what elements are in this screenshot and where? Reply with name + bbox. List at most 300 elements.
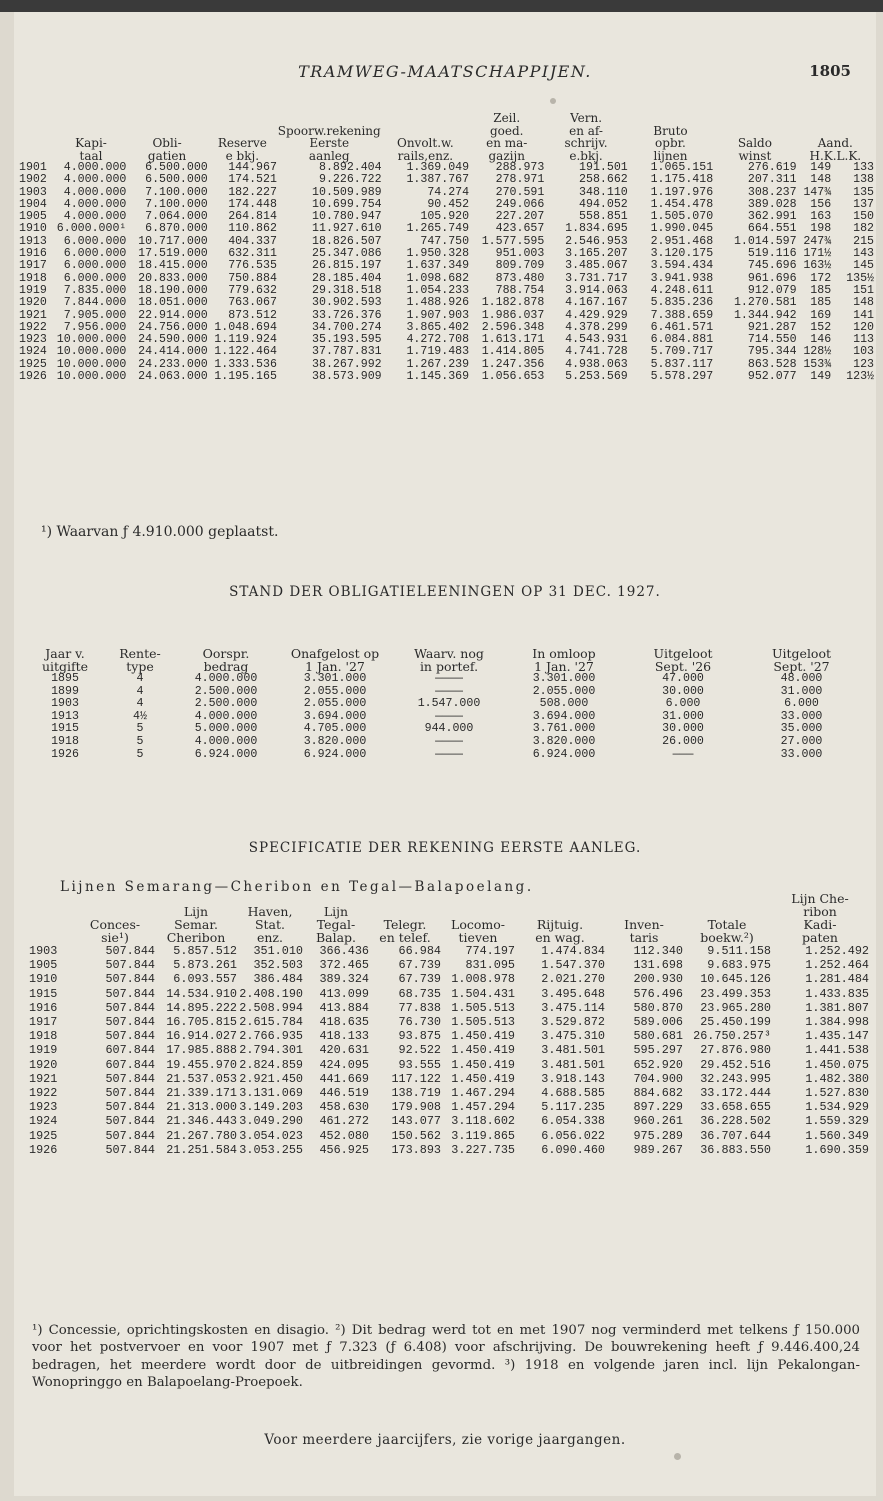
section3-header-4: Lijn Tegal- Balap. xyxy=(315,904,357,945)
table-cell: 1.559.329 xyxy=(805,1114,869,1129)
table-cell: 6.924.000 xyxy=(194,747,258,761)
table-cell: 2.546.953 xyxy=(565,234,628,248)
table-row xyxy=(29,1086,869,1100)
table-cell: 6.461.571 xyxy=(650,320,714,334)
table-cell: 185 xyxy=(810,283,832,297)
table-cell: 163½ xyxy=(803,259,832,273)
table-cell: 1925 xyxy=(19,357,47,371)
table-cell: 4 xyxy=(136,672,144,685)
table1-header-4: Spoorw.rekening Eerste aanleg xyxy=(277,123,381,163)
table-cell: 138 xyxy=(853,173,874,187)
table-cell: 3.694.000 xyxy=(532,709,596,723)
table-cell: 4.000.000 xyxy=(194,672,258,685)
table-cell: 1.008.978 xyxy=(451,972,515,987)
table-cell: 174.448 xyxy=(228,197,277,211)
table-cell: 389.028 xyxy=(747,197,797,211)
table-cell: 36.228.502 xyxy=(700,1114,771,1129)
table-cell: 3.941.938 xyxy=(650,271,714,285)
table-cell: 3.131.069 xyxy=(239,1086,303,1101)
table-cell: 76.730 xyxy=(398,1015,441,1030)
table-cell: 831.095 xyxy=(465,958,515,973)
table-cell: 960.261 xyxy=(633,1114,683,1129)
table-cell: 1899 xyxy=(51,684,79,698)
financials-table xyxy=(19,112,874,383)
table-cell: 147¾ xyxy=(803,185,832,199)
table-row xyxy=(29,972,869,986)
section2-header-0: Jaar v. uitgifte xyxy=(41,646,89,674)
table-cell: 6.000 xyxy=(665,697,701,711)
table-cell: 714.550 xyxy=(747,333,797,347)
table-cell: 1.014.597 xyxy=(733,234,797,248)
table-cell: 1.450.419 xyxy=(451,1029,515,1044)
table-cell: 2.921.450 xyxy=(239,1071,303,1086)
table-cell: 4.429.929 xyxy=(565,308,628,322)
table-cell: 3.049.290 xyxy=(239,1114,303,1129)
table-cell: 386.484 xyxy=(253,972,303,987)
table-cell: 420.631 xyxy=(319,1043,369,1058)
table-cell: ———— xyxy=(435,684,463,698)
table-cell: 7.835.000 xyxy=(63,283,127,297)
table-cell: 2.021.270 xyxy=(541,972,605,987)
table-cell: 150.562 xyxy=(391,1128,441,1143)
table-cell: 863.528 xyxy=(747,357,797,371)
table-cell: 6.093.557 xyxy=(173,972,237,987)
table-cell: 34.700.274 xyxy=(312,320,382,334)
table-cell: 1.119.924 xyxy=(214,333,277,347)
table-cell: 507.844 xyxy=(105,958,155,973)
table-cell: 276.619 xyxy=(747,161,797,174)
table-cell: 3.149.203 xyxy=(239,1100,303,1115)
table-cell: 227.207 xyxy=(495,210,545,224)
table-cell: 22.914.000 xyxy=(138,308,208,322)
table-cell: 1919 xyxy=(29,1043,58,1058)
table-cell: 93.875 xyxy=(398,1029,441,1044)
table-cell: 1.252.464 xyxy=(805,958,869,973)
table-cell: 169 xyxy=(810,308,832,322)
table-cell: 171½ xyxy=(803,247,832,261)
table-cell: 38.573.909 xyxy=(312,370,382,384)
table1-header-10: Aand. H.K.L.K. xyxy=(809,136,862,163)
footnote-capital: ¹) Waarvan ƒ 4.910.000 geplaatst. xyxy=(41,524,279,540)
table-cell: 580.681 xyxy=(633,1029,683,1044)
table-cell: 156 xyxy=(810,197,832,211)
table-cell: 404.337 xyxy=(228,234,277,248)
lines-title: Lijnen Semarang—Cheribon en Tegal—Balapoelang. xyxy=(60,879,534,895)
table-cell: 1918 xyxy=(51,734,79,748)
table-cell: 16.705.815 xyxy=(166,1015,237,1030)
table-cell: 163 xyxy=(810,210,832,224)
table-cell: 278.971 xyxy=(495,173,545,187)
table-cell: 128½ xyxy=(803,345,832,359)
table-cell: 30.000 xyxy=(662,684,704,698)
table-cell: 207.311 xyxy=(747,173,797,187)
section-title-specification: SPECIFICATIE DER REKENING EERSTE AANLEG. xyxy=(248,840,642,856)
table-cell: 458.630 xyxy=(319,1100,369,1115)
table-cell: 215 xyxy=(853,234,874,248)
table-cell: 18.190.000 xyxy=(138,283,208,297)
table-cell: 4.543.931 xyxy=(565,333,628,347)
table-cell: 173.893 xyxy=(391,1142,441,1157)
table-cell: 589.006 xyxy=(633,1015,683,1030)
table-cell: 2.055.000 xyxy=(303,697,367,711)
table-cell: 6.500.000 xyxy=(145,173,208,187)
section3-header-7: Rijtuig. en wag. xyxy=(535,917,585,945)
table-cell: 7.956.000 xyxy=(63,320,127,334)
table-cell: 10.699.754 xyxy=(312,197,382,211)
section3-header-6: Locomo- tieven xyxy=(451,917,505,945)
table-cell: 7.100.000 xyxy=(145,185,208,199)
table-cell: 1921 xyxy=(19,308,47,322)
table-cell: 1919 xyxy=(19,283,47,297)
table-cell: 1.435.147 xyxy=(805,1029,869,1044)
table-cell: 26.750.257³ xyxy=(693,1029,771,1044)
table-row xyxy=(19,371,874,383)
table-cell: 5.709.717 xyxy=(650,345,714,359)
table-cell: 3.529.872 xyxy=(541,1015,605,1030)
table-cell: 507.844 xyxy=(105,1029,155,1044)
table-cell: 2.596.348 xyxy=(481,320,545,334)
table-cell: 1915 xyxy=(51,722,79,736)
table-cell: 2.615.784 xyxy=(239,1015,303,1030)
table-cell: 1926 xyxy=(29,1142,58,1157)
table-cell: 1.270.581 xyxy=(733,296,797,310)
table-cell: 1.990.045 xyxy=(650,222,714,236)
table-cell: 18.051.000 xyxy=(138,296,208,310)
table-cell: 351.010 xyxy=(253,944,303,958)
table-cell: 5.578.297 xyxy=(650,370,714,384)
table1-header-3: Reserve e bkj. xyxy=(217,136,267,163)
table-cell: 413.099 xyxy=(319,986,369,1001)
table-cell: 1.450.075 xyxy=(805,1057,869,1072)
table-cell: 5 xyxy=(136,734,144,748)
table-cell: 198 xyxy=(810,222,832,236)
table-cell: 2.951.468 xyxy=(650,234,714,248)
table-cell: 17.985.888 xyxy=(166,1043,237,1058)
table-cell: 151 xyxy=(853,283,874,297)
table-cell: 1913 xyxy=(51,709,79,723)
section-title-bonds: STAND DER OBLIGATIELEENINGEN OP 31 DEC. 1927. xyxy=(229,584,661,600)
speck-mark xyxy=(674,1453,681,1460)
table-cell: 3.918.143 xyxy=(541,1071,605,1086)
table-cell: 1921 xyxy=(29,1071,58,1086)
table-cell: 143.077 xyxy=(391,1114,441,1129)
table-cell: 10.780.947 xyxy=(312,210,382,224)
table1-header-9: Saldo winst xyxy=(737,136,772,163)
table-cell: 1.482.380 xyxy=(805,1071,869,1086)
table-cell: 29.452.516 xyxy=(700,1057,771,1072)
table-cell: 93.555 xyxy=(398,1057,441,1072)
table-cell: 1.547.370 xyxy=(541,958,605,973)
table-cell: 182.227 xyxy=(228,185,277,199)
table-cell: 24.233.000 xyxy=(138,357,208,371)
table1-header-1: Kapi- taal xyxy=(75,136,107,163)
table-cell: 1903 xyxy=(51,697,79,711)
table-cell: 172 xyxy=(810,271,832,285)
table-cell: 105.920 xyxy=(420,210,470,224)
table-cell: 1.267.239 xyxy=(406,357,470,371)
table-cell: 24.414.000 xyxy=(138,345,208,359)
table-cell: 6.054.338 xyxy=(541,1114,605,1129)
table-cell: 36.883.550 xyxy=(700,1142,771,1157)
table-row xyxy=(29,987,869,1001)
table-cell: 1.450.419 xyxy=(451,1071,515,1086)
table-cell: 1.381.807 xyxy=(805,1000,869,1015)
table-cell: 21.537.053 xyxy=(166,1071,237,1086)
table-cell: 137 xyxy=(853,197,874,211)
table-cell: 1923 xyxy=(29,1100,58,1115)
table-cell: 3.865.402 xyxy=(406,320,470,334)
table-cell: 21.346.443 xyxy=(166,1114,237,1129)
table-cell: 10.000.000 xyxy=(56,333,127,347)
table-row xyxy=(29,1072,869,1086)
table-cell: 1.265.749 xyxy=(406,222,470,236)
table-cell: 144.967 xyxy=(228,161,277,174)
table-cell: ———— xyxy=(435,709,463,723)
table-cell: 1.197.976 xyxy=(650,185,714,199)
table-cell: 288.973 xyxy=(495,161,545,174)
table-cell: 456.925 xyxy=(319,1142,369,1157)
table-row xyxy=(29,958,869,972)
table-cell: 1.450.419 xyxy=(451,1057,515,1072)
table-cell: 4.741.728 xyxy=(565,345,628,359)
table-cell: 6.924.000 xyxy=(303,747,367,761)
table-cell: 2.508.994 xyxy=(239,1000,303,1015)
table-cell: 4.000.000 xyxy=(63,173,127,187)
table-cell: 1922 xyxy=(19,320,47,334)
table-cell: 18.415.000 xyxy=(138,259,208,273)
table-row xyxy=(29,1129,869,1143)
table-cell: 20.833.000 xyxy=(138,271,208,285)
table-cell: 519.116 xyxy=(747,247,797,261)
table-cell: 6.870.000 xyxy=(145,222,208,236)
table-cell: 1.613.171 xyxy=(481,333,545,347)
section2-header-2: Oorspr. bedrag xyxy=(202,646,250,674)
table-cell: 247¾ xyxy=(803,234,832,248)
table-cell: 362.991 xyxy=(747,210,797,224)
table-cell: 26.000 xyxy=(662,734,704,748)
section3-header-0 xyxy=(29,892,75,944)
table-cell: 1.467.294 xyxy=(451,1086,515,1101)
table-cell: 77.838 xyxy=(398,1000,441,1015)
table-cell: 507.844 xyxy=(105,986,155,1001)
table-cell: 809.709 xyxy=(495,259,545,273)
table-cell: 1.333.536 xyxy=(214,357,277,371)
table-cell: 508.000 xyxy=(539,697,589,711)
table-cell: 1918 xyxy=(29,1029,58,1044)
table-cell: 90.452 xyxy=(427,197,470,211)
section2-header-5: In omloop 1 Jan. '27 xyxy=(532,646,596,674)
table-cell: 1.065.151 xyxy=(650,161,714,174)
table1-header-7: Vern. en af- schrijv. e.bkj. xyxy=(564,111,608,163)
bonds-table xyxy=(26,647,861,761)
table-cell: 66.984 xyxy=(398,944,441,958)
table-cell: 779.632 xyxy=(228,283,277,297)
table-cell: 1.344.942 xyxy=(733,308,797,322)
section2-header-4: Waarv. nog in portef. xyxy=(414,646,484,674)
table-cell: 1917 xyxy=(29,1015,58,1030)
table-cell: 884.682 xyxy=(633,1086,683,1101)
table-cell: 14.534.910 xyxy=(166,986,237,1001)
speck-mark xyxy=(550,98,556,104)
table-cell: 117.122 xyxy=(391,1071,441,1086)
table-cell: 3.301.000 xyxy=(532,672,596,685)
table-cell: 1903 xyxy=(19,185,47,199)
table-cell: 5.873.261 xyxy=(173,958,237,973)
table-cell: 507.844 xyxy=(105,1000,155,1015)
table-cell: 48.000 xyxy=(780,672,823,685)
table-cell: 1916 xyxy=(29,1000,58,1015)
table-row xyxy=(26,749,861,762)
table-cell: 558.851 xyxy=(579,210,628,224)
table-cell: 1915 xyxy=(29,986,58,1001)
table-cell: 27.876.980 xyxy=(700,1043,771,1058)
table-cell: 11.927.610 xyxy=(312,222,382,236)
table-cell: 2.055.000 xyxy=(303,684,367,698)
table-cell: 9.683.975 xyxy=(707,958,771,973)
table-cell: 1916 xyxy=(19,247,47,261)
table-cell: 4.000.000 xyxy=(194,709,258,723)
table-cell: 1918 xyxy=(19,271,47,285)
table-cell: 148 xyxy=(810,173,832,187)
table-cell: 14.895.222 xyxy=(166,1000,237,1015)
table-cell: 750.884 xyxy=(228,271,277,285)
table-row xyxy=(19,260,874,272)
table-cell: 27.000 xyxy=(780,734,823,748)
table-cell: 31.000 xyxy=(662,709,704,723)
table-cell: 1923 xyxy=(19,333,47,347)
table-cell: 33.658.655 xyxy=(700,1100,771,1115)
table-cell: 249.066 xyxy=(495,197,545,211)
table-cell: 1.690.359 xyxy=(805,1142,869,1157)
table-cell: 5.000.000 xyxy=(194,722,258,736)
table-cell: 2.408.190 xyxy=(239,986,303,1001)
table-row xyxy=(29,1015,869,1029)
table-cell: 120 xyxy=(853,320,874,334)
table-cell: 6.000 xyxy=(784,697,819,711)
table-cell: 1.252.492 xyxy=(805,944,869,958)
table-cell: 2.794.301 xyxy=(239,1043,303,1058)
table-cell: 944.000 xyxy=(424,722,474,736)
table-cell: 1.505.513 xyxy=(451,1015,515,1030)
table-cell: 24.756.000 xyxy=(138,320,208,334)
table-cell: 200.930 xyxy=(633,972,683,987)
table-cell: 38.267.992 xyxy=(312,357,382,371)
table-cell: 3.820.000 xyxy=(303,734,367,748)
table-cell: 4.272.708 xyxy=(406,333,470,347)
table-cell: 1.505.070 xyxy=(650,210,714,224)
table-cell: 3.301.000 xyxy=(303,672,367,685)
table-cell: 5.117.235 xyxy=(541,1100,605,1115)
table-cell: 92.522 xyxy=(398,1043,441,1058)
table-cell: 1.719.483 xyxy=(406,345,470,359)
table-cell: 4.705.000 xyxy=(303,722,367,736)
table-cell: 7.388.659 xyxy=(650,308,714,322)
table-cell: 704.900 xyxy=(633,1071,683,1086)
table-cell: 1.450.419 xyxy=(451,1043,515,1058)
table-cell: ———— xyxy=(435,734,463,748)
table-cell: 258.662 xyxy=(579,173,628,187)
table-cell: 3.594.434 xyxy=(650,259,714,273)
table-cell: 4.000.000 xyxy=(63,197,127,211)
table-cell: 745.696 xyxy=(747,259,797,273)
table-cell: 1.098.682 xyxy=(406,271,470,285)
table-cell: 1.547.000 xyxy=(417,697,481,711)
table-cell: 3.227.735 xyxy=(451,1142,515,1157)
table-cell: 4.938.063 xyxy=(565,357,628,371)
table-cell: 6.000.000¹ xyxy=(56,222,127,236)
table-cell: 185 xyxy=(810,296,832,310)
table-cell: 67.739 xyxy=(398,972,441,987)
table-cell: 7.905.000 xyxy=(63,308,127,322)
section3-header-8: Inven- taris xyxy=(624,917,664,945)
table-cell: 1.488.926 xyxy=(406,296,470,310)
table-row xyxy=(19,297,874,309)
table-cell: 264.814 xyxy=(228,210,277,224)
table-cell: 31.000 xyxy=(780,684,823,698)
table-cell: 179.908 xyxy=(391,1100,441,1115)
table-cell: 33.000 xyxy=(780,747,823,761)
table-cell: 1910 xyxy=(29,972,58,987)
scan-edge xyxy=(0,0,883,12)
table-cell: ——— xyxy=(672,747,694,761)
table-cell: 3.481.501 xyxy=(541,1043,605,1058)
section2-header-1: Rente- type xyxy=(119,646,161,674)
table-cell: 6.000.000 xyxy=(63,271,127,285)
table-cell: 413.884 xyxy=(319,1000,369,1015)
table-cell: 1.457.294 xyxy=(451,1100,515,1115)
table-cell: 912.079 xyxy=(747,283,797,297)
table-cell: 1.504.431 xyxy=(451,986,515,1001)
table-cell: 33.726.376 xyxy=(312,308,382,322)
table-cell: 2.500.000 xyxy=(194,684,258,698)
table-cell: 423.657 xyxy=(495,222,545,236)
table-cell: 4.000.000 xyxy=(194,734,258,748)
table-cell: 1926 xyxy=(51,747,79,761)
table-cell: 74.274 xyxy=(427,185,470,199)
section3-header-5: Telegr. en telef. xyxy=(379,917,431,945)
table-cell: 23.965.280 xyxy=(700,1000,771,1015)
table-cell: 3.475.114 xyxy=(541,1000,605,1015)
table-cell: 68.735 xyxy=(398,986,441,1001)
table1-header-6: Zeil. goed. en ma- gazijn xyxy=(486,111,528,163)
table-cell: 607.844 xyxy=(105,1043,155,1058)
table-cell: 1.247.356 xyxy=(481,357,545,371)
table-cell: 145 xyxy=(853,259,874,273)
table-row xyxy=(29,1029,869,1043)
table-cell: 6.056.022 xyxy=(541,1128,605,1143)
table-cell: 1917 xyxy=(19,259,47,273)
table-cell: 1.441.538 xyxy=(805,1043,869,1058)
table-row xyxy=(29,1143,869,1157)
table-cell: 1.577.595 xyxy=(481,234,545,248)
table-cell: 921.287 xyxy=(747,320,797,334)
table-cell: 21.267.780 xyxy=(166,1128,237,1143)
table-cell: 33.000 xyxy=(780,709,823,723)
table-cell: 1.950.328 xyxy=(406,247,470,261)
table-cell: 452.080 xyxy=(319,1128,369,1143)
table-cell: 2.766.935 xyxy=(239,1029,303,1044)
table-cell: 6.000.000 xyxy=(63,234,127,248)
table-cell: 30.902.593 xyxy=(312,296,382,310)
table-cell: 25.450.199 xyxy=(700,1015,771,1030)
table-cell: 153¾ xyxy=(803,357,832,371)
table-cell: 1895 xyxy=(51,672,79,685)
table-cell: 632.311 xyxy=(228,247,277,261)
table-cell: 21.251.584 xyxy=(166,1142,237,1157)
table-cell: 1913 xyxy=(19,234,47,248)
table-cell: 6.084.881 xyxy=(650,333,714,347)
table-cell: 441.669 xyxy=(319,1071,369,1086)
